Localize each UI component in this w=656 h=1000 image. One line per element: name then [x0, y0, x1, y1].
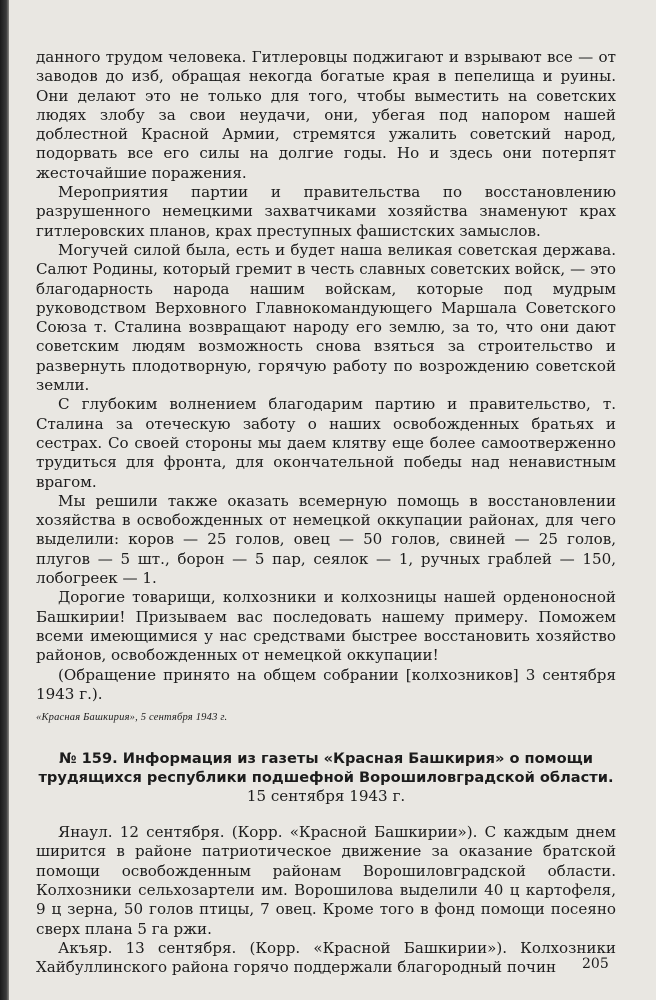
appeal-text	[36, 48, 616, 704]
paragraph: Мы решили также оказать всемерную помощь в восстановлении хозяйства в освобожденных от немецкой оккупации районах, для чего выделили: коров — 25 голов, овец — 50 голов, свиней — 25 голов, плугов — 5 шт., борон — 5 пар, сеялок — 1, ручных граблей — 150, лобогреек — 1.	[36, 491, 616, 588]
paragraph: С глубоким волнением благодарим партию и правительство, т. Сталина за отеческую заботу о наших освобожденных братьях и сестрах. Со своей стороны мы даем клятву еще более самоотверженно трудиться для фронта, для окончательной победы над ненавистным врагом.	[36, 395, 616, 491]
page-number: 205	[582, 956, 609, 972]
paragraph: Мероприятия партии и правительства по восстановлению разрушенного немецкими захватчиками хозяйства знаменуют крах гитлеровских планов, крах преступных фашистских замыслов.	[36, 183, 616, 240]
document-page	[36, 48, 616, 977]
page-binding-edge	[0, 0, 9, 1000]
paragraph: Акъяр. 13 сентября. (Корр. «Красной Башкирии»). Колхозники Хайбуллинского района горячо поддержали благородный почин	[36, 938, 616, 977]
paragraph: Дорогие товарищи, колхозники и колхозницы нашей орденоносной Башкирии! Призываем вас последовать нашему примеру. Поможем всеми имеющимися у нас средствами быстрее восстановить хозяйство районов, освобожденных от немецкой оккупации!	[36, 588, 616, 665]
paragraph: Могучей силой была, есть и будет наша великая советская держава. Салют Родины, который гремит в честь славных советских войск, — это благодарность народа нашим войскам, которые под мудрым руководством Верховного Главнокомандующего Маршала Советского Союза т. Сталина возвращают народу его землю, за то, что они дают советским людям возможность снова взяться за строительство и развернуть плодотворную, горячую работу по возрождению советской земли.	[36, 240, 616, 395]
information-text	[36, 823, 616, 977]
paragraph: данного трудом человека. Гитлеровцы поджигают и взрывают все — от заводов до изб, обращая некогда богатые края в пепелища и руины. Они делают это не только для того, чтобы выместить на советских людях злобу за свои неудачи, они, убегая под напором нашей доблестной Красной Армии, стремятся ужалить советский народ, подорвать все его силы на долгие годы. Но и здесь они потерпят жесточайшие поражения.	[36, 48, 616, 182]
document-date: 15 сентября 1943 г.	[246, 787, 406, 806]
paragraph: Янаул. 12 сентября. (Корр. «Красной Башкирии»). С каждым днем ширится в районе патриотическое движение за оказание братской помощи освобожденным районам Ворошиловградской области. Колхозники сельхозартели им. Ворошилова выделили 40 ц картофеля, 9 ц зерна, 50 голов птицы, 7 овец. Кроме того в фонд помощи посеяно сверх плана 5 га ржи.	[36, 823, 616, 938]
source-citation: «Красная Башкирия», 5 сентября 1943 г.	[36, 712, 228, 724]
document-heading: № 159. Информация из газеты «Красная Башкирия» о помощи трудящихся республики подшефной Ворошиловградской области.	[38, 750, 614, 787]
adoption-note: (Обращение принято на общем собрании [колхозников] 3 сентября 1943 г.).	[36, 665, 616, 703]
